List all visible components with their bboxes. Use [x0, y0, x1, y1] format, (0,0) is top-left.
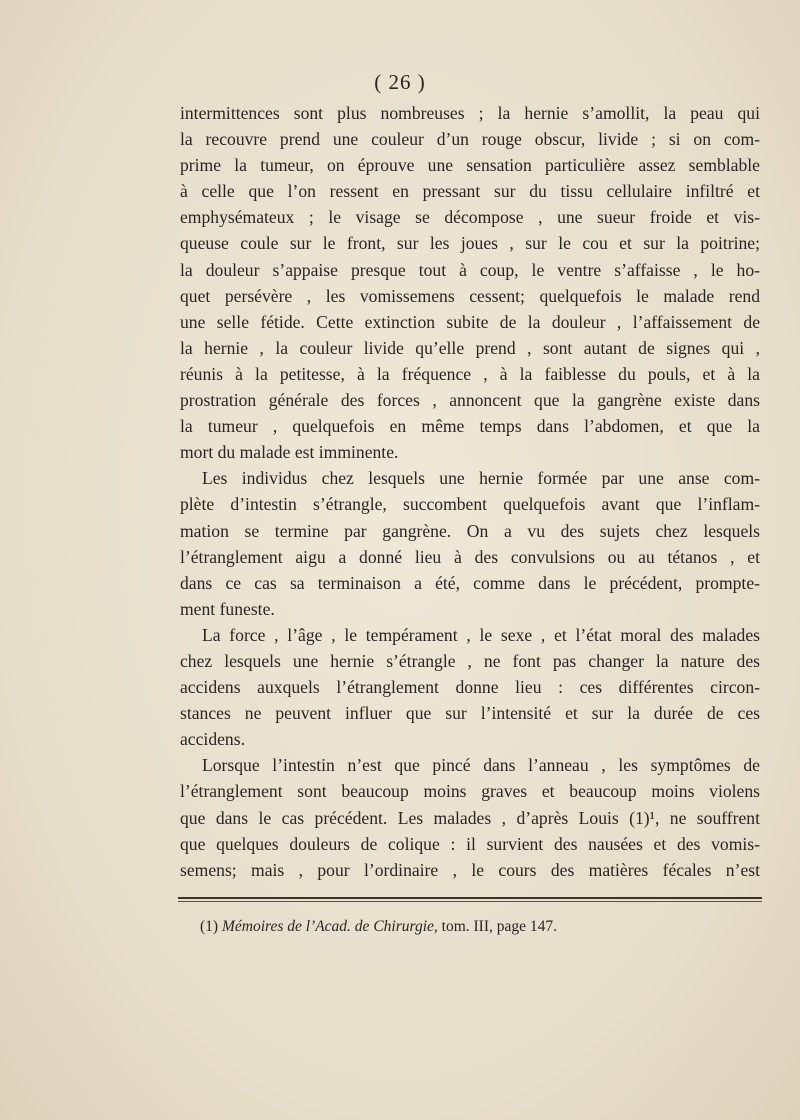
text-line: accidens auxquels l’étranglement donne lieu : ces différentes circon-	[180, 677, 760, 698]
text-line: la recouvre prend une couleur d’un rouge obscur, livide ; si on com-	[180, 129, 760, 150]
text-line: emphysémateux ; le visage se décompose , une sueur froide et vis-	[180, 207, 760, 228]
text-line: la hernie , la couleur livide qu’elle prend , sont autant de signes qui ,	[180, 337, 760, 358]
text-line: réunis à la petitesse, à la fréquence , à la faiblesse du pouls, et à la	[180, 363, 760, 384]
text-line: Les individus chez lesquels une hernie formée par une anse com-	[202, 468, 760, 489]
footnote	[200, 918, 760, 936]
text-line: plète d’intestin s’étrangle, succombent quelquefois avant que l’inflam-	[180, 494, 760, 515]
text-line: dans ce cas sa terminaison a été, comme dans le précédent, prompte-	[180, 572, 760, 593]
body-text	[180, 100, 760, 883]
text-line: queuse coule sur le front, sur les joues , sur le cou et sur la poitrine;	[180, 233, 760, 254]
paragraph-3	[180, 622, 760, 752]
footnote-source: Mémoires de l’Acad. de Chirurgie,	[221, 918, 438, 935]
paragraph-2	[180, 465, 760, 622]
page-number: ( 26 )	[374, 70, 426, 94]
text-line: quet persévère , les vomissemens cessent; quelquefois le malade rend	[180, 285, 760, 306]
text-line: La force , l’âge , le tempérament , le sexe , et l’état moral des malades	[202, 624, 760, 645]
text-line: la tumeur , quelquefois en même temps dans l’abdomen, et que la	[180, 416, 760, 437]
text-line: que dans le cas précédent. Les malades , d’après Louis (1)¹, ne souffrent	[180, 807, 760, 828]
text-line: prostration générale des forces , annoncent que la gangrène existe dans	[180, 390, 760, 411]
text-line: semens; mais , pour l’ordinaire , le cours des matières fécales n’est	[180, 859, 760, 880]
text-line: intermittences sont plus nombreuses ; la hernie s’amollit, la peau qui	[180, 103, 760, 123]
text-line: prime la tumeur, on éprouve une sensation particulière assez semblable	[180, 155, 760, 176]
footnote-rule	[178, 897, 762, 899]
text-line: accidens.	[180, 729, 245, 750]
text-line: l’étranglement aigu a donné lieu à des convulsions ou au tétanos , et	[180, 546, 760, 567]
text-line: mort du malade est imminente.	[180, 442, 399, 463]
paragraph-1	[180, 100, 760, 465]
text-line: chez lesquels une hernie s’étrangle , ne font pas changer la nature des	[180, 650, 760, 671]
text-line: à celle que l’on ressent en pressant sur du tissu cellulaire infiltré et	[180, 181, 760, 202]
text-line: l’étranglement sont beaucoup moins graves et beaucoup moins violens	[180, 781, 760, 802]
footnote-reference: tom. III, page 147.	[437, 918, 557, 935]
text-line: ment funeste.	[180, 598, 275, 619]
text-line: Lorsque l’intestin n’est que pincé dans l’anneau , les symptômes de	[202, 755, 760, 776]
paragraph-4	[180, 752, 760, 882]
text-line: que quelques douleurs de colique : il survient des nausées et des vomis-	[180, 833, 760, 854]
text-line: stances ne peuvent influer que sur l’intensité et sur la durée de ces	[180, 703, 760, 724]
footnote-rule-thin	[178, 901, 762, 902]
text-line: la douleur s’appaise presque tout à coup, le ventre s’affaisse , le ho-	[180, 259, 760, 280]
footnote-marker: (1)	[200, 918, 219, 935]
text-line: mation se termine par gangrène. On a vu des sujets chez lesquels	[180, 520, 760, 541]
text-line: une selle fétide. Cette extinction subite de la douleur , l’affaissement de	[180, 311, 760, 332]
